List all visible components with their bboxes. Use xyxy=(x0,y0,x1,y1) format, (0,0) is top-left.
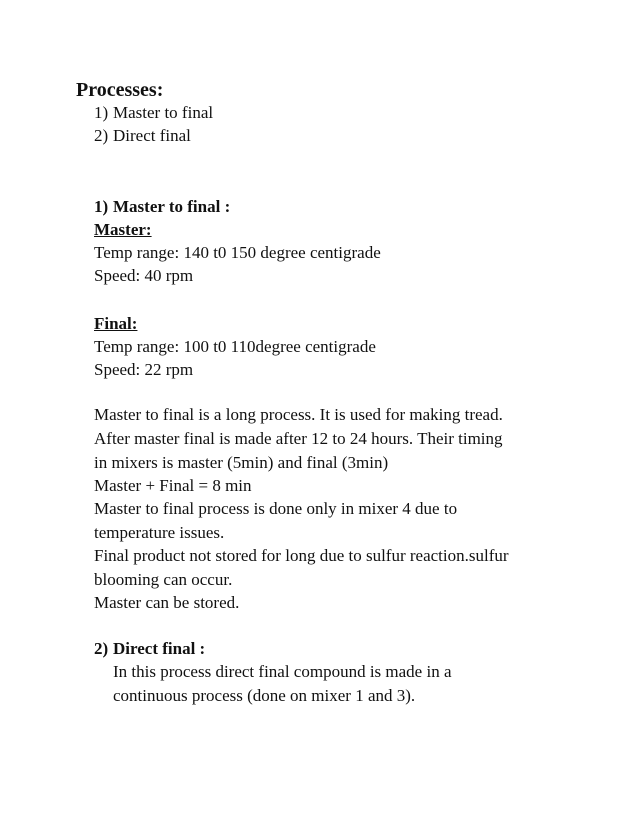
final-label: Final: xyxy=(94,314,138,333)
paragraph-line: Master + Final = 8 min xyxy=(94,476,252,495)
page-heading: Processes: xyxy=(76,79,164,101)
section2-body-line: In this process direct final compound is made in a xyxy=(113,662,452,681)
overview-item xyxy=(94,102,213,124)
section1-number: 1) xyxy=(94,197,109,216)
section2-title xyxy=(94,638,205,660)
paragraph-line: in mixers is master (5min) and final (3min) xyxy=(94,453,389,472)
paragraph-line: Final product not stored for long due to sulfur reaction.sulfur xyxy=(94,546,509,565)
final-temp-range: Temp range: 100 t0 110degree centigrade xyxy=(94,337,376,356)
overview-item xyxy=(94,125,191,147)
master-label: Master: xyxy=(94,220,152,239)
paragraph-line: Master to final is a long process. It is used for making tread. xyxy=(94,405,503,424)
section2-body-line: continuous process (done on mixer 1 and 3). xyxy=(113,686,416,705)
overview-item-text: Direct final xyxy=(113,126,191,145)
overview-item-text: Master to final xyxy=(113,103,214,122)
paragraph-line: temperature issues. xyxy=(94,523,225,542)
section2-number: 2) xyxy=(94,639,109,658)
final-speed: Speed: 22 rpm xyxy=(94,360,194,379)
master-temp-range: Temp range: 140 t0 150 degree centigrade xyxy=(94,243,381,262)
section1-title xyxy=(94,196,230,218)
section2-title-text: Direct final : xyxy=(113,639,206,658)
overview-item-number: 1) xyxy=(94,103,109,122)
paragraph-line: Master can be stored. xyxy=(94,593,240,612)
paragraph-line: After master final is made after 12 to 24 hours. Their timing xyxy=(94,429,503,448)
section1-title-text: Master to final : xyxy=(113,197,231,216)
master-speed: Speed: 40 rpm xyxy=(94,266,194,285)
overview-item-number: 2) xyxy=(94,126,109,145)
paragraph-line: blooming can occur. xyxy=(94,570,233,589)
paragraph-line: Master to final process is done only in mixer 4 due to xyxy=(94,499,458,518)
